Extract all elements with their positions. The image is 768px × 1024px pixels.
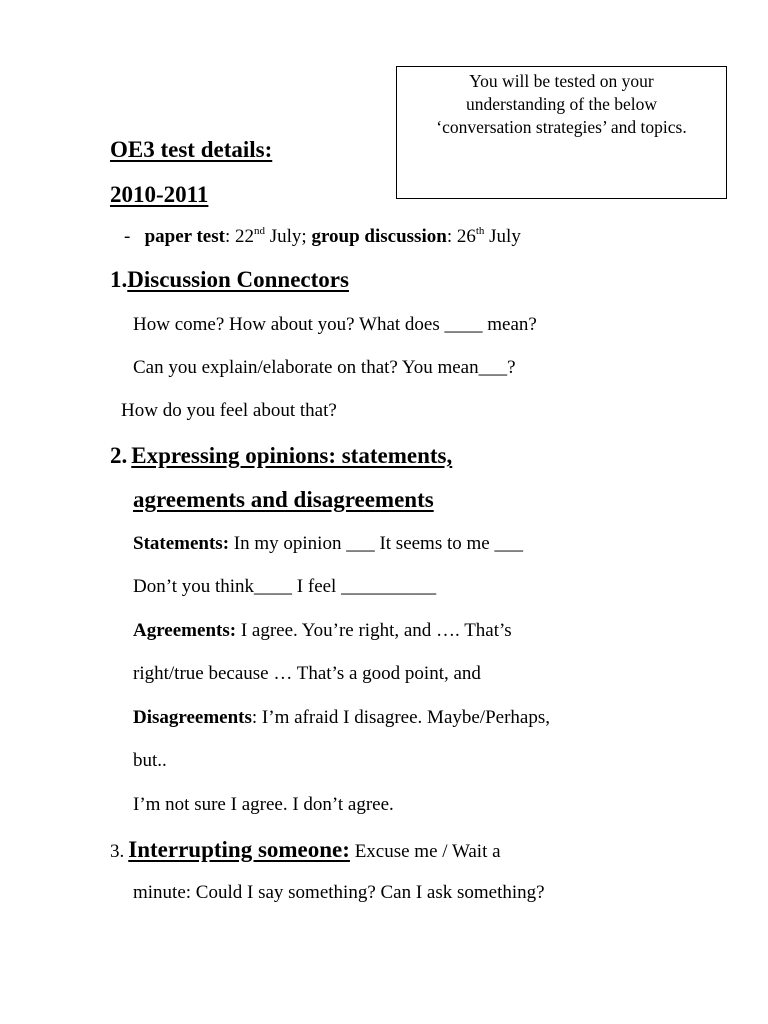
statements-line xyxy=(133,533,523,555)
disagreements-text: : I’m afraid I disagree. Maybe/Perhaps, xyxy=(251,707,550,728)
group-discussion-sup: th xyxy=(475,225,485,237)
section-2-number: 2. xyxy=(110,443,128,468)
section-3-title: Interrupting someone: xyxy=(128,837,350,862)
document-year: 2010-2011 xyxy=(110,182,209,207)
notice-line-3: ‘conversation strategies’ and topics. xyxy=(436,117,687,137)
group-discussion-rest: July xyxy=(484,226,521,247)
agreements-line-2: right/true because … That’s a good point, and xyxy=(133,663,481,684)
notice-line-2: understanding of the below xyxy=(466,94,657,114)
section-1-title: Discussion Connectors xyxy=(127,267,349,292)
section-3-text: Excuse me / Wait a xyxy=(349,841,501,862)
disagreements-line-2: but.. xyxy=(133,750,167,771)
paper-test-sup: nd xyxy=(254,225,265,237)
section-1-heading xyxy=(110,267,349,293)
paper-test-rest: July; xyxy=(265,226,312,247)
agreements-text: I agree. You’re right, and …. That’s xyxy=(236,620,512,641)
disagreements-line-3: I’m not sure I agree. I don’t agree. xyxy=(133,794,394,815)
agreements-label: Agreements: xyxy=(133,620,237,641)
section-1-number: 1. xyxy=(110,267,128,292)
section-2-title-line-1: Expressing opinions: statements, xyxy=(131,443,453,468)
section-3-heading xyxy=(110,837,501,863)
agreements-line xyxy=(133,620,512,642)
section-2-heading-line-2 xyxy=(133,487,434,513)
section-3-number: 3. xyxy=(110,841,125,862)
group-discussion-label: group discussion xyxy=(311,226,447,247)
notice-line-1: You will be tested on your xyxy=(469,71,654,91)
section-1-line-1: How come? How about you? What does ____ mean? xyxy=(133,314,537,335)
document-title: OE3 test details: xyxy=(110,137,273,162)
paper-test-sep: : 22 xyxy=(224,226,254,247)
section-2-heading xyxy=(110,443,452,469)
section-1-line-2: Can you explain/elaborate on that? You mean___? xyxy=(133,357,516,378)
dates-dash: - xyxy=(124,226,131,247)
group-discussion-sep: : 26 xyxy=(446,226,476,247)
disagreements-line xyxy=(133,707,550,729)
section-3-line-2: minute: Could I say something? Can I ask something? xyxy=(133,882,545,903)
test-dates-line xyxy=(124,226,521,248)
statements-text: In my opinion ___ It seems to me ___ xyxy=(229,533,523,554)
paper-test-label: paper test xyxy=(144,226,225,247)
disagreements-label: Disagreements xyxy=(133,707,252,728)
statements-label: Statements: xyxy=(133,533,230,554)
section-1-line-3: How do you feel about that? xyxy=(121,400,337,421)
notice-box xyxy=(396,66,727,199)
section-2-title-line-2: agreements and disagreements xyxy=(133,487,434,512)
statements-line-2: Don’t you think____ I feel __________ xyxy=(133,576,437,597)
